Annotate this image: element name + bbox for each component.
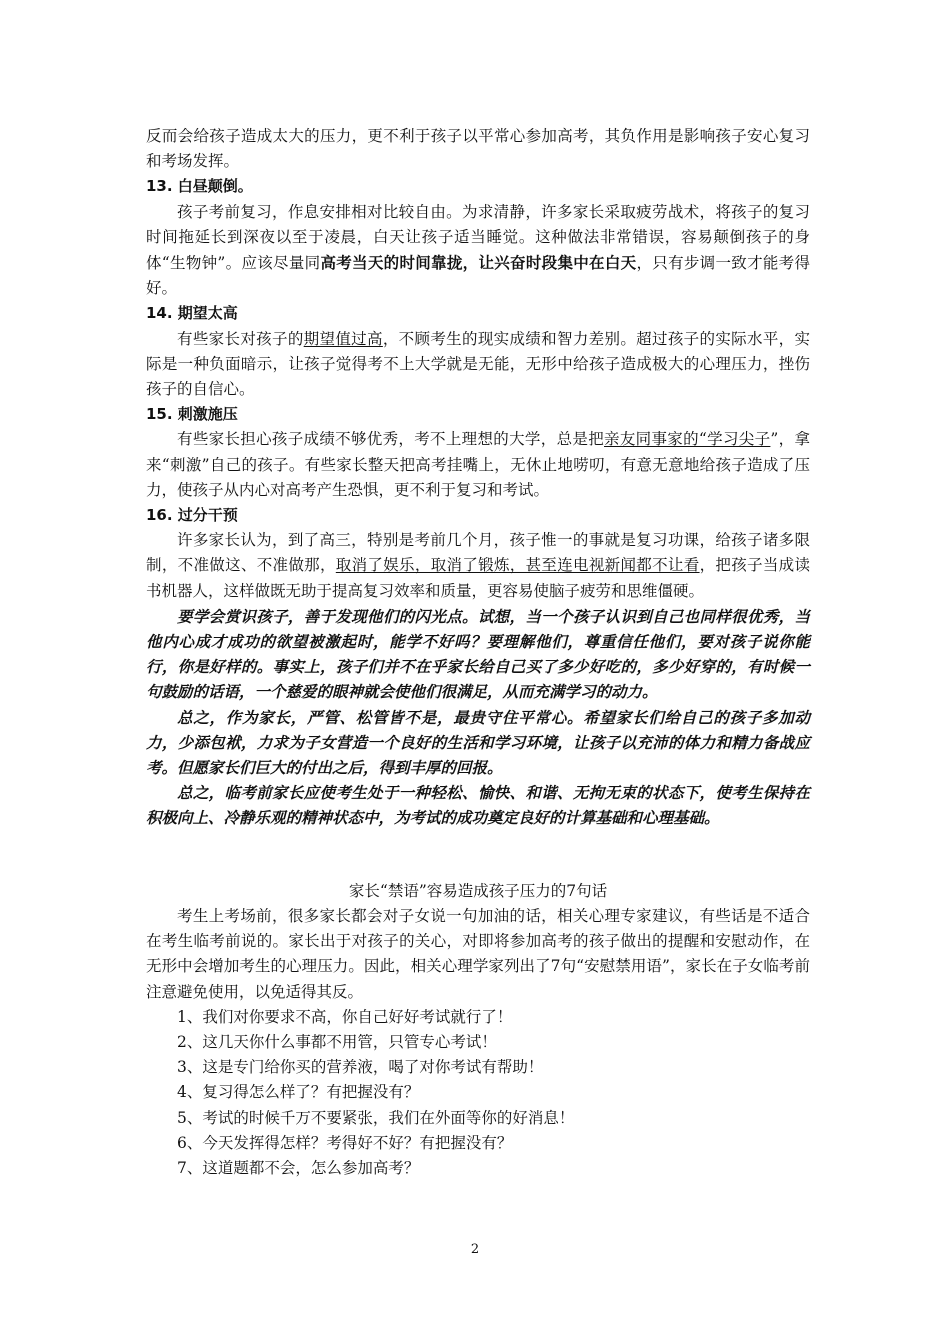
document-page (146, 124, 810, 1181)
section-13-heading: 13. 白昼颠倒。 (146, 177, 253, 196)
section-15-paragraph: 有些家长担心孩子成绩不够优秀，考不上理想的大学，总是把亲友同事家的“学习尖子”，拿来“刺激”自己的孩子。有些家长整天把高考挂嘴上，无休止地唠叨，有意无意地给孩子造成了压力，使孩子从内心对高考产生恐惧，更不利于复习和考试。 (146, 430, 810, 499)
bold-paragraph-summary-2: 总之，临考前家长应使考生处于一种轻松、愉快、和谐、无拘无束的状态下，使考生保持在积极向上、冷静乐观的精神状态中，为考试的成功奠定良好的计算基础和心理基础。 (146, 783, 810, 828)
continued-paragraph: 反而会给孩子造成太大的压力，更不利于孩子以平常心参加高考，其负作用是影响孩子安心复习和考场发挥。 (146, 127, 810, 171)
section-16-heading: 16. 过分干预 (146, 506, 238, 525)
forbidden-phrases-list (146, 1005, 810, 1181)
bold-paragraph-appreciate: 要学会赏识孩子，善于发现他们的闪光点。试想，当一个孩子认识到自己也同样很优秀，当他内心成才成功的欲望被激起时，能学不好吗？要理解他们，尊重信任他们，要对孩子说你能行，你是好样的。事实上，孩子们并不在乎家长给自己买了多少好吃的，多少好穿的，有时候一句鼓励的话语，一个慈爱的眼神就会使他们很满足，从而充满学习的动力。 (146, 606, 810, 702)
emphasis-text: 高考当天的时间靠拢，让兴奋时段集中在白天 (320, 253, 637, 273)
list-item: 4、复习得怎么样了？有把握没有？ (177, 1083, 420, 1102)
underlined-text: 亲友同事家的“学习尖子 (604, 430, 771, 449)
list-item: 1、我们对你要求不高，你自己好好考试就行了！ (177, 1007, 513, 1026)
list-item: 6、今天发挥得怎样？考得好不好？有把握没有？ (177, 1133, 513, 1152)
list-item: 2、这几天你什么事都不用管，只管专心考试！ (177, 1032, 497, 1051)
section-16-paragraph: 许多家长认为，到了高三，特别是考前几个月，孩子惟一的事就是复习功课，给孩子诸多限制，不准做这、不准做那，取消了娱乐，取消了锻炼，甚至连电视新闻都不让看，把孩子当成读书机器人，这样做既无助于提高复习效率和质量，更容易使脑子疲劳和思维僵硬。 (146, 531, 810, 600)
underlined-text: 取消了娱乐，取消了锻炼，甚至连电视新闻都不让看 (335, 556, 700, 575)
article-title: 家长“禁语”容易造成孩子压力的7句话 (348, 881, 608, 900)
list-item: 7、这道题都不会，怎么参加高考？ (177, 1158, 420, 1177)
section-15-heading: 15. 刺激施压 (146, 405, 238, 424)
section-14-heading: 14. 期望太高 (146, 304, 238, 323)
list-item: 3、这是专门给你买的营养液，喝了对你考试有帮助！ (177, 1058, 544, 1077)
list-item: 5、考试的时候千万不要紧张，我们在外面等你的好消息！ (177, 1108, 575, 1127)
underlined-text: 期望值过高 (303, 329, 383, 348)
page-number: 2 (470, 1242, 480, 1257)
article-intro: 考生上考场前，很多家长都会对子女说一句加油的话，相关心理专家建议，有些话是不适合在考生临考前说的。家长出于对孩子的关心，对即将参加高考的孩子做出的提醒和安慰动作，在无形中会增加考生的心理压力。因此，相关心理学家列出了7句“安慰禁用语”，家长在子女临考前注意避免使用，以免适得其反。 (146, 906, 810, 1001)
bold-paragraph-summary-1: 总之，作为家长，严管、松管皆不是，最贵守住平常心。希望家长们给自己的孩子多加动力，少添包袱，力求为子女营造一个良好的生活和学习环境，让孩子以充沛的体力和精力备战应考。但愿家长们巨大的付出之后，得到丰厚的回报。 (146, 707, 810, 778)
section-13-paragraph: 孩子考前复习，作息安排相对比较自由。为求清静，许多家长采取疲劳战术，将孩子的复习时间拖延长到深夜以至于凌晨，白天让孩子适当睡觉。这种做法非常错误，容易颠倒孩子的身体“生物钟”。应该尽量同高考当天的时间靠拢，让兴奋时段集中在白天，只有步调一致才能考得好。 (146, 202, 810, 298)
section-14-paragraph: 有些家长对孩子的期望值过高，不顾考生的现实成绩和智力差别。超过孩子的实际水平，实际是一种负面暗示，让孩子觉得考不上大学就是无能，无形中给孩子造成极大的心理压力，挫伤孩子的自信心。 (146, 329, 810, 399)
